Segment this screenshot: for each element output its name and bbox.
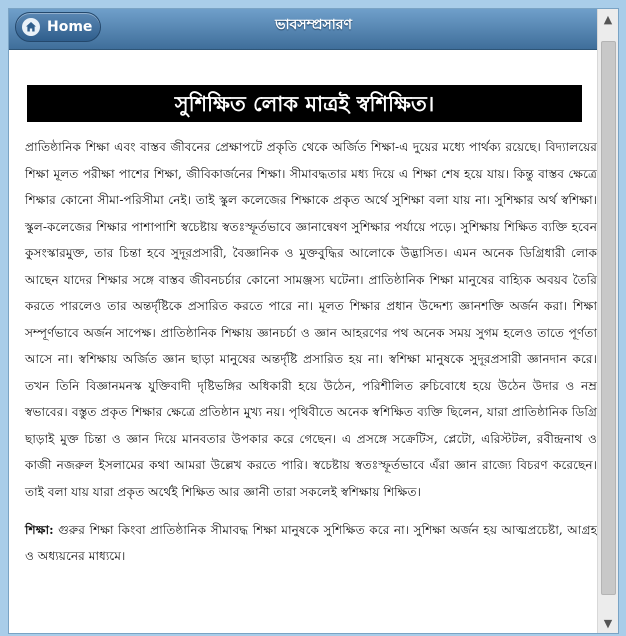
scroll-down-button[interactable] <box>598 613 618 633</box>
page-title: ভাবসম্প্রসারণ <box>275 17 352 33</box>
article-content <box>25 85 597 569</box>
scroll-thumb[interactable] <box>601 41 616 595</box>
page-frame <box>8 8 619 634</box>
article-heading: সুশিক্ষিত লোক মাত্রই স্বশিক্ষিত। <box>27 85 582 122</box>
home-button-label: Home <box>47 19 93 35</box>
article-body: প্রাতিষ্ঠানিক শিক্ষা এবং বাস্তব জীবনের প্রেক্ষাপটে প্রকৃতি থেকে অর্জিত শিক্ষা-এ দুয়ের মধ্যে পার্থক্য রয়েছে। বিদ্যালয়ের শিক্ষা মূলত পরীক্ষা পাশের শিক্ষা, জীবিকার্জনের শিক্ষা। সীমাবদ্ধতার মধ্য দিয়ে এ শিক্ষা শেষ হয়ে যায়। কিন্তু বাস্তব ক্ষেত্রে শিক্ষার কোনো সীমা-পরিসীমা নেই। তাই স্কুল কলেজের শিক্ষাকে প্রকৃত অর্থে সুশিক্ষা বলা যায় না। সুশিক্ষার অর্থ স্বশিক্ষা। স্কুল-কলেজের শিক্ষার পাশাপাশি স্বচেষ্টায় স্বতঃস্ফূর্তভাবে জ্ঞানান্বেষণ সুশিক্ষার পর্যায়ে পড়ে। সুশিক্ষায় শিক্ষিত ব্যক্তি হবেন কুসংস্কারমুক্ত, তার চিন্তা হবে সুদূরপ্রসারী, বৈজ্ঞানিক ও মুক্তবুদ্ধির আলোকে উদ্ভাসিত। এমন অনেক ডিগ্রিধারী লোক আছেন যাদের শিক্ষার সঙ্গে বাস্তব জীবনচর্চার কোনো সামঞ্জস্য ঘটেনা। প্রাতিষ্ঠানিক শিক্ষা মানুষের বাহ্যিক অবয়ব তৈরি করতে পারলেও তার অন্তর্দৃষ্টিকে প্রসারিত করতে পারে না। মূলত শিক্ষার প্রধান উদ্দেশ্য জ্ঞানশক্তি অর্জন করা। শিক্ষা সম্পূর্ণভাবে অর্জন সাপেক্ষ। প্রাতিষ্ঠানিক শিক্ষায় জ্ঞানচর্চা ও জ্ঞান আহরণের পথ অনেক সময় সুগম হলেও তাতে পূর্ণতা আসে না। স্বশিক্ষায় অর্জিত জ্ঞান ছাড়া মানুষের অন্তর্দৃষ্টি প্রসারিত হয় না। স্বশিক্ষা মানুষকে সুদূরপ্রসারী জ্ঞানদান করে। তখন তিনি বিজ্ঞানমনস্ক যুক্তিবাদী দৃষ্টিভঙ্গির অধিকারী হয়ে উঠেন, পরিশীলিত রুচিবোধে হয়ে উঠেন উদার ও নম্র স্বভাবের। বস্তুত প্রকৃত শিক্ষার ক্ষেত্রে প্রতিষ্ঠান মুখ্য নয়। পৃথিবীতে অনেক স্বশিক্ষিত ব্যক্তি ছিলেন, যারা প্রাতিষ্ঠানিক ডিগ্রি ছাড়াই মুক্ত চিন্তা ও জ্ঞান দিয়ে মানবতার উপকার করে গেছেন। এ প্রসঙ্গে সক্রেটিস, প্লেটো, এরিস্টটল, রবীন্দ্রনাথ ও কাজী নজরুল ইসলামের কথা আমরা উল্লেখ করতে পারি। স্বচেষ্টায় স্বতঃস্ফূর্তভাবে এঁরা জ্ঞান রাজ্যে বিচরণ করেছেন। তাই বলা যায় যারা প্রকৃত অর্থেই শিক্ষিত আর জ্ঞানী তারা সকলেই স্বশিক্ষায় শিক্ষিত। <box>25 140 597 499</box>
home-icon <box>22 18 40 36</box>
header-bar <box>9 9 618 50</box>
moral-text: গুরুর শিক্ষা কিংবা প্রাতিষ্ঠানিক সীমাবদ্ধ শিক্ষা মানুষকে সুশিক্ষিত করে না। সুশিক্ষা অর্জন হয় আত্মপ্রচেষ্টা, আগ্রহ ও অধ্যয়নের মাধ্যমে। <box>25 523 597 563</box>
moral-paragraph <box>25 517 597 569</box>
moral-label: শিক্ষা: <box>25 523 54 537</box>
chevron-up-icon: ▲ <box>603 12 613 26</box>
scroll-up-button[interactable] <box>598 9 618 29</box>
home-button[interactable] <box>15 12 101 42</box>
vertical-scrollbar[interactable] <box>597 9 618 633</box>
chevron-down-icon: ▼ <box>603 616 613 630</box>
